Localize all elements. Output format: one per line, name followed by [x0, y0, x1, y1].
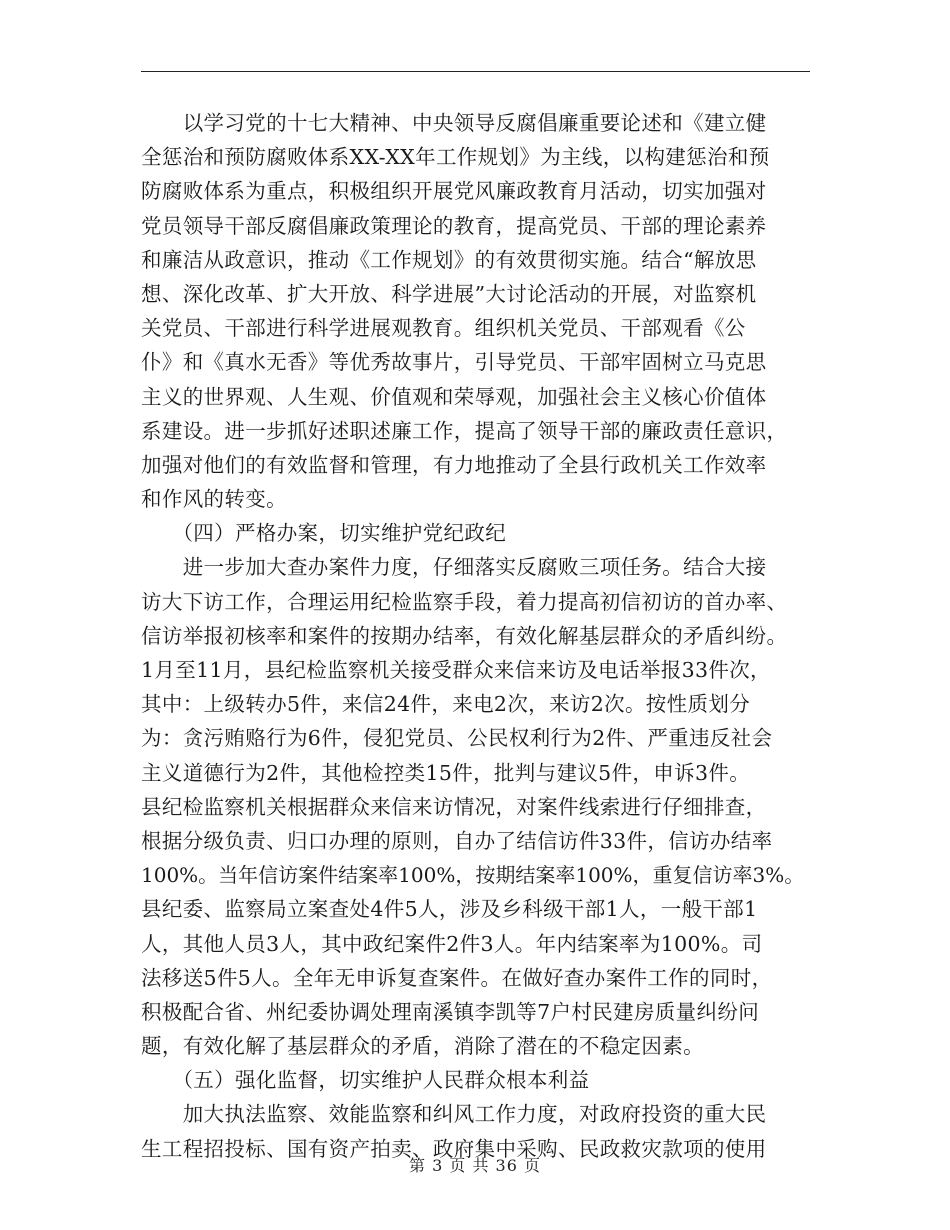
text-line: 以学习党的十七大精神、中央领导反腐倡廉重要论述和《建立健 — [141, 111, 767, 135]
text-line: 根据分级负责、归口办理的原则，自办了结信访件33件，信访办结率 — [141, 828, 773, 853]
text-line: 系建设。进一步抓好述职述廉工作，提高了领导干部的廉政责任意识， — [141, 418, 788, 443]
text-line: 生工程招投标、国有资产拍卖、政府集中采购、民政救灾款项的使用 — [141, 1136, 767, 1161]
text-line: 其中：上级转办5件，来信24件，来电2次，来访2次。按性质划分 — [141, 692, 751, 717]
text-line: （五）强化监督，切实维护人民群众根本利益 — [141, 1068, 590, 1093]
text-line: 县纪委、监察局立案查处4件5人，涉及乡科级干部1人，一般干部1 — [141, 897, 758, 922]
text-line: （四）严格办案，切实维护党纪政纪 — [141, 521, 507, 546]
text-line: 积极配合省、州纪委协调处理南溪镇李凯等7户村民建房质量纠纷问 — [141, 999, 760, 1024]
text-line: 想、深化改革、扩大开放、科学进展”大讨论活动的开展，对监察机 — [141, 281, 757, 306]
text-line: 信访举报初核率和案件的按期办结率，有效化解基层群众的矛盾纠纷。 — [141, 623, 788, 648]
text-line: 主义的世界观、人生观、价值观和荣辱观，加强社会主义核心价值体 — [141, 384, 767, 409]
text-line: 访大下访工作，合理运用纪检监察手段，着力提高初信初访的首办率、 — [141, 589, 788, 614]
text-line: 关党员、干部进行科学进展观教育。组织机关党员、干部观看《公 — [141, 316, 746, 341]
page-footer: 第 3 页 共 36 页 — [409, 1156, 541, 1175]
text-line: 主义道德行为2件，其他检控类15件，批判与建议5件，申诉3件。 — [141, 760, 751, 785]
text-line: 100%。当年信访案件结案率100%，按期结案率100%，重复信访率3%。 — [141, 863, 805, 888]
text-line: 全惩治和预防腐败体系XX-XX年工作规划》为主线，以构建惩治和预 — [141, 145, 770, 170]
text-line: 县纪检监察机关根据群众来信来访情况，对案件线索进行仔细排查， — [141, 794, 767, 819]
text-line: 防腐败体系为重点，积极组织开展党风廉政教育月活动，切实加强对 — [141, 179, 767, 204]
text-line: 法移送5件5人。全年无申诉复查案件。在做好查办案件工作的同时， — [141, 965, 773, 990]
text-line: 党员领导干部反腐倡廉政策理论的教育，提高党员、干部的理论素养 — [141, 213, 767, 238]
text-line: 仆》和《真水无香》等优秀故事片，引导党员、干部牢固树立马克思 — [141, 350, 767, 375]
text-line: 加强对他们的有效监督和管理，有力地推动了全县行政机关工作效率 — [141, 452, 767, 477]
text-line: 人，其他人员3人，其中政纪案件2件3人。年内结案率为100%。司 — [141, 931, 763, 956]
text-line: 进一步加大查办案件力度，仔细落实反腐败三项任务。结合大接 — [141, 555, 767, 580]
text-line: 和廉洁从政意识，推动《工作规划》的有效贯彻实施。结合“解放思 — [141, 247, 757, 272]
text-line: 题，有效化解了基层群众的矛盾，消除了潜在的不稳定因素。 — [141, 1034, 704, 1059]
text-line: 加大执法监察、效能监察和纠风工作力度，对政府投资的重大民 — [141, 1102, 767, 1127]
body-text — [141, 106, 811, 1166]
text-line: 为：贪污贿赂行为6件，侵犯党员、公民权利行为2件、严重违反社会 — [141, 726, 773, 751]
text-line: 和作风的转变。 — [141, 487, 287, 512]
text-line: 1月至11月，县纪检监察机关接受群众来信来访及电话举报33件次， — [141, 658, 771, 682]
header-rule — [141, 71, 810, 72]
